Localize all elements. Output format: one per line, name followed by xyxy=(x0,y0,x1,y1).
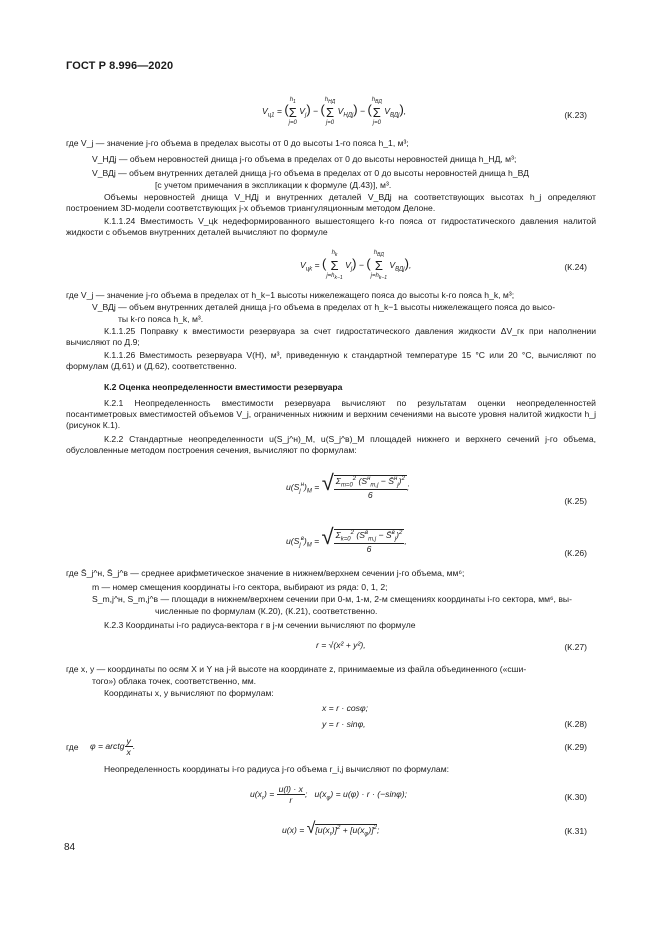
text-p1: где V_j — значение j-го объема в пределах высоты от 0 до высоты 1-го пояса h_1, м³; xyxy=(66,138,409,148)
text-p16a: где x, y — координаты по осям X и Y на j-й высоте на координате z, принимаемые из файла объединенного («сши- xyxy=(66,664,527,674)
formula-k29-prefix: где xyxy=(66,742,79,752)
k29-num: y xyxy=(126,736,131,746)
k29-body: φ = arctg xyxy=(90,740,125,751)
equation-number-k25: (К.25) xyxy=(564,496,587,506)
text-p5: К.1.1.24 Вместимость V_цk недеформированного вышестоящего k-го пояса от гидростатического давления налитой жидкости с объемов внутренних деталей вычисляют по формуле xyxy=(66,216,596,237)
equation-number-k24: (К.24) xyxy=(564,262,587,272)
formula-k28-line2: y = r · sinφ, xyxy=(322,719,366,729)
equation-number-k28: (К.28) xyxy=(564,719,587,729)
text-p10: К.2.1 Неопределенность вместимости резервуара вычисляют по результатам оценки неопределенностей посантиметровых вместимостей объемов V_j, ограниченных нижним и верхним сечениями на высоте уровня налитой жидкости h_j (рисунок К.1). xyxy=(66,398,596,430)
text-p17: Координаты x, y вычисляют по формулам: xyxy=(104,688,274,698)
text-p11: К.2.2 Стандартные неопределенности u(S_j^н)_М, u(S_j^в)_М площадей нижнего и верхнего сечений j-го объема, обусловленные методом построения сечения, вычисляют по формулам: xyxy=(66,434,596,455)
text-p3a: V_ВДj — объем внутренних деталей днища j-го объема в пределах от 0 до высоты неровностей днища h_ВД xyxy=(92,168,529,178)
text-p6: где V_j — значение j-го объема в пределах от h_k−1 высоты нижележащего пояса до высоты k-го пояса h_k, м³; xyxy=(66,290,515,300)
k29-den: x xyxy=(126,747,131,757)
formula-k28-line1: x = r · cosφ; xyxy=(322,703,368,713)
k26-denominator: 6 xyxy=(366,544,372,555)
text-p15: К.2.3 Координаты i-го радиуса-вектора r в j-м сечении вычисляют по формуле xyxy=(104,620,416,630)
formula-k29: φ = arctg $\frac{y}{x}$ . xyxy=(90,736,136,757)
text-p4: Объемы неровностей днища V_НДj и внутренних деталей V_ВДj на соответствующих высотах h_j определяют построением 3D-модели соответствующих j-х объемов триангуляционным методом Делоне. xyxy=(66,192,596,213)
equation-number-k23: (К.23) xyxy=(564,110,587,120)
page-number: 84 xyxy=(64,842,76,853)
k25-denominator: 6 xyxy=(367,490,373,501)
formula-k27: r = √(x² + y²), xyxy=(316,640,366,650)
text-p14b: численные по формулам (К.20), (К.21), соответственно. xyxy=(155,606,378,616)
equation-number-k30: (К.30) xyxy=(564,792,587,802)
section-heading: К.2 Оценка неопределенности вместимости резервуара xyxy=(104,382,343,392)
formula-k30: $u(x_r)$ = $\frac{u(l) \cdot x}{r}$ ; $u(x_\varphi) = u(\varphi) \cdot r \cdot (-\sin\varphi)$; xyxy=(250,784,408,805)
text-p8: К.1.1.25 Поправку к вместимости резервуара за счет гидростатического давления жидкости ΔV_гк при наполнении вычисляют по Д.9; xyxy=(66,326,596,347)
equation-number-k29: (К.29) xyxy=(564,742,587,752)
equation-number-k31: (К.31) xyxy=(564,826,587,836)
text-p14a: S_m,j^н, S_m,j^в — площади в нижнем/верхнем сечении при 0-м, 1-м, 2-м смещениях координаты i-го сектора, мм⁶, вы- xyxy=(92,594,572,604)
text-p9: К.1.1.26 Вместимость резервуара V(H), м³, приведенную к стандартной температуре 15 °С или 20 °С, вычисляют по формулам (Д.61) и (Д.62), соответственно. xyxy=(66,350,596,371)
formula-k31: $u(x) = √[u(x_r)]^2 + [u(x_\varphi)]^2$; xyxy=(282,820,380,838)
equation-number-k27: (К.27) xyxy=(564,642,587,652)
text-p7b: ты k-го пояса h_k, м³. xyxy=(118,314,204,324)
text-p13: m — номер смещения координаты i-го сектора, выбирают из ряда: 0, 1, 2; xyxy=(92,582,388,592)
text-p16b: того») облака точек, соответственно, мм. xyxy=(92,676,257,686)
formula-k25: $u(S_j^н)_М$ = √ $\frac{\Sigma_{m=0}^2 (S^н_{m,j} - S̄^н_j)^2}{6}$ ; xyxy=(286,470,410,501)
text-p3b: [с учетом примечания в экспликации к формуле (Д.43)], м³. xyxy=(155,180,392,190)
text-p12: где S̄_j^н, S̄_j^в — среднее арифметическое значение в нижнем/верхнем сечении j-го объема, мм⁶; xyxy=(66,568,465,578)
text-p18: Неопределенность координаты i-го радиуса j-го объема r_i,j вычисляют по формулам: xyxy=(104,764,450,774)
formula-k23: $V_{ц1}$ = ( $h_1$ Σ j=0 $V_j$) − ( $h_{НД}$ Σ j=0 $V_{НДj}$) − ( $h_{ВД}$ Σ j=0 $V_{ВДj}$), xyxy=(262,97,407,127)
formula-k24: $V_{цk}$ = ( $h_k$ Σ $j=h_{k-1}$ $V_j$) − ( $h_{ВД}$ Σ $j=h_{k-1}$ $V_{ВДj}$), xyxy=(300,250,412,282)
formula-k26: $u(S_j^в)_М$ = √ $\frac{\Sigma_{k=0}^2 (S^в_{m,j} - S̄^в_j)^2}{6}$ , xyxy=(286,524,407,555)
equation-number-k26: (К.26) xyxy=(564,548,587,558)
text-p7a: V_ВДj — объем внутренних деталей днища j-го объема в пределах от h_k−1 высоты нижележащего пояса до высо- xyxy=(92,302,556,312)
text-p2: V_НДj — объем неровностей днища j-го объема в пределах от 0 до высоты неровностей днища h_НД, м³; xyxy=(92,154,517,164)
document-header: ГОСТ Р 8.996—2020 xyxy=(66,60,174,72)
